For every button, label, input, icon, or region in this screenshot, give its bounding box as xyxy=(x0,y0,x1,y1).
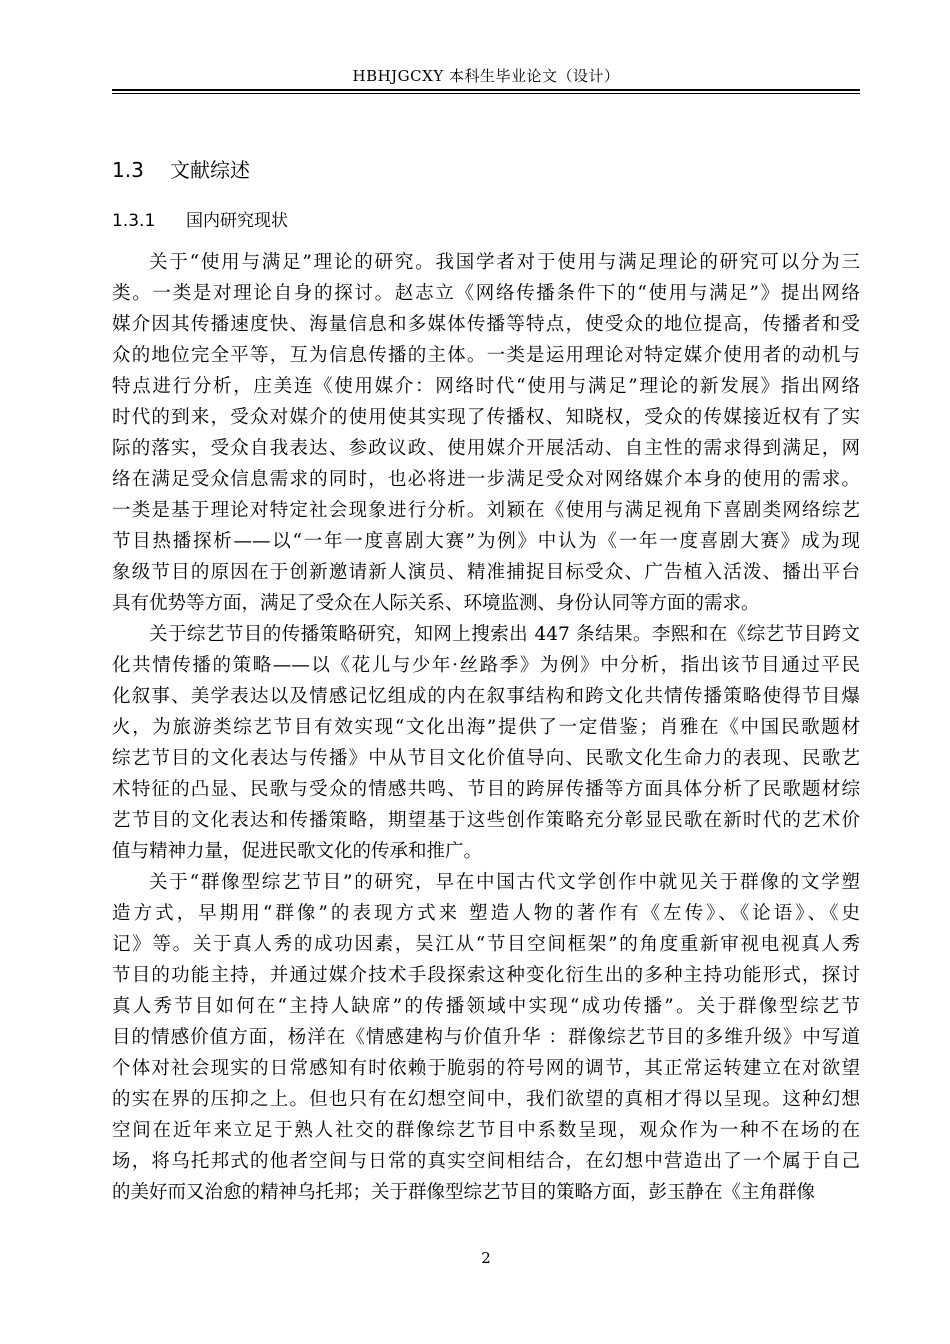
paragraph-line: 火，为旅游类综艺节目有效实现“文化出海”提供了一定借鉴；肖雅在《中国民歌题材 xyxy=(112,717,860,738)
paragraph xyxy=(112,867,860,1208)
paragraph-line: 特点进行分析，庄美连《使用媒介：网络时代“使用与满足”理论的新发展》指出网络 xyxy=(112,376,860,397)
paragraph-line: 络在满足受众信息需求的同时，也必将进一步满足受众对网络媒介本身的使用的需求。 xyxy=(112,469,860,490)
body-text xyxy=(112,247,860,1208)
page-number: 2 xyxy=(481,1249,491,1267)
paragraph-line: 关于“使用与满足”理论的研究。我国学者对于使用与满足理论的研究可以分为三 xyxy=(149,252,860,273)
paragraph-line: 一类是基于理论对特定社会现象进行分析。刘颖在《使用与满足视角下喜剧类网络综艺 xyxy=(112,500,860,521)
subsection-heading xyxy=(112,208,288,234)
paragraph-line: 目的情感价值方面，杨洋在《情感建构与价值升华 ：群像综艺节目的多维升级》中写道 xyxy=(112,1027,860,1048)
paragraph-line: 个体对社会现实的日常感知有时依赖于脆弱的符号网的调节，其正常运转建立在对欲望 xyxy=(112,1058,860,1079)
paragraph xyxy=(112,247,860,619)
paragraph-line: 造方式，早期用“群像”的表现方式来 塑造人物的著作有《左传》、《论语》、《史 xyxy=(112,903,860,924)
paragraph-line: 艺节目的文化表达和传播策略，期望基于这些创作策略充分彰显民歌在新时代的艺术价 xyxy=(112,810,860,831)
paragraph-line: 场，将乌托邦式的他者空间与日常的真实空间相结合，在幻想中营造出了一个属于自己 xyxy=(112,1151,860,1172)
paragraph-line: 际的落实，受众自我表达、参政议政、使用媒介开展活动、自主性的需求得到满足，网 xyxy=(112,438,860,459)
paragraph-line: 关于综艺节目的传播策略研究，知网上搜索出 447 条结果。李熙和在《综艺节目跨文 xyxy=(149,624,860,645)
paragraph-line: 空间在近年来立足于熟人社交的群像综艺节目中系数呈现，观众作为一种不在场的在 xyxy=(112,1120,860,1141)
header-rule-thin xyxy=(112,93,860,94)
paragraph-line: 记》等。关于真人秀的成功因素，吴江从“节目空间框架”的角度重新审视电视真人秀 xyxy=(112,934,860,955)
paragraph-line: 节目热播探析——以“一年一度喜剧大赛”为例》中认为《一年一度喜剧大赛》成为现 xyxy=(112,531,860,552)
section-heading xyxy=(112,156,250,184)
paragraph xyxy=(112,619,860,867)
paragraph-line: 真人秀节目如何在“主持人缺席”的传播领域中实现“成功传播”。关于群像型综艺节 xyxy=(112,996,860,1017)
paragraph-line: 术特征的凸显、民歌与受众的情感共鸣、节目的跨屏传播等方面具体分析了民歌题材综 xyxy=(112,779,860,800)
paragraph-line: 的美好而又治愈的精神乌托邦；关于群像型综艺节目的策略方面，彭玉静在《主角群像 xyxy=(112,1182,816,1203)
paragraph-line: 类。一类是对理论自身的探讨。赵志立《网络传播条件下的“使用与满足”》提出网络 xyxy=(112,283,860,304)
paragraph-line: 众的地位完全平等，互为信息传播的主体。一类是运用理论对特定媒介使用者的动机与 xyxy=(112,345,860,366)
paragraph-line: 节目的功能主持，并通过媒介技术手段探索这种变化衍生出的多种主持功能形式，探讨 xyxy=(112,965,860,986)
section-number: 1.3 xyxy=(112,158,144,182)
paragraph-line: 化共情传播的策略——以《花儿与少年·丝路季》为例》中分析，指出该节目通过平民 xyxy=(112,655,860,676)
paragraph-line: 的实在界的压抑之上。但也只有在幻想空间中，我们欲望的真相才得以呈现。这种幻想 xyxy=(112,1089,860,1110)
subsection-number: 1.3.1 xyxy=(112,211,156,231)
paragraph-line: 时代的到来，受众对媒介的使用使其实现了传播权、知晓权，受众的传媒接近权有了实 xyxy=(112,407,860,428)
paragraph-line: 媒介因其传播速度快、海量信息和多媒体传播等特点，使受众的地位提高，传播者和受 xyxy=(112,314,860,335)
paragraph-line: 值与精神力量，促进民歌文化的传承和推广。 xyxy=(112,841,483,862)
section-title: 文献综述 xyxy=(170,158,250,182)
paragraph-line: 化叙事、美学表达以及情感记忆组成的内在叙事结构和跨文化共情传播策略使得节目爆 xyxy=(112,686,860,707)
running-header: HBHJGCXY 本科生毕业论文（设计） xyxy=(352,67,620,85)
paragraph-line: 关于“群像型综艺节目”的研究，早在中国古代文学创作中就见关于群像的文学塑 xyxy=(149,872,860,893)
header-rule xyxy=(112,89,860,91)
paragraph-line: 具有优势等方面，满足了受众在人际关系、环境监测、身份认同等方面的需求。 xyxy=(112,593,760,614)
subsection-title: 国内研究现状 xyxy=(186,211,288,231)
paragraph-line: 象级节目的原因在于创新邀请新人演员、精准捕捉目标受众、广告植入活泼、播出平台 xyxy=(112,562,860,583)
paragraph-line: 综艺节目的文化表达与传播》中从节目文化价值导向、民歌文化生命力的表现、民歌艺 xyxy=(112,748,860,769)
